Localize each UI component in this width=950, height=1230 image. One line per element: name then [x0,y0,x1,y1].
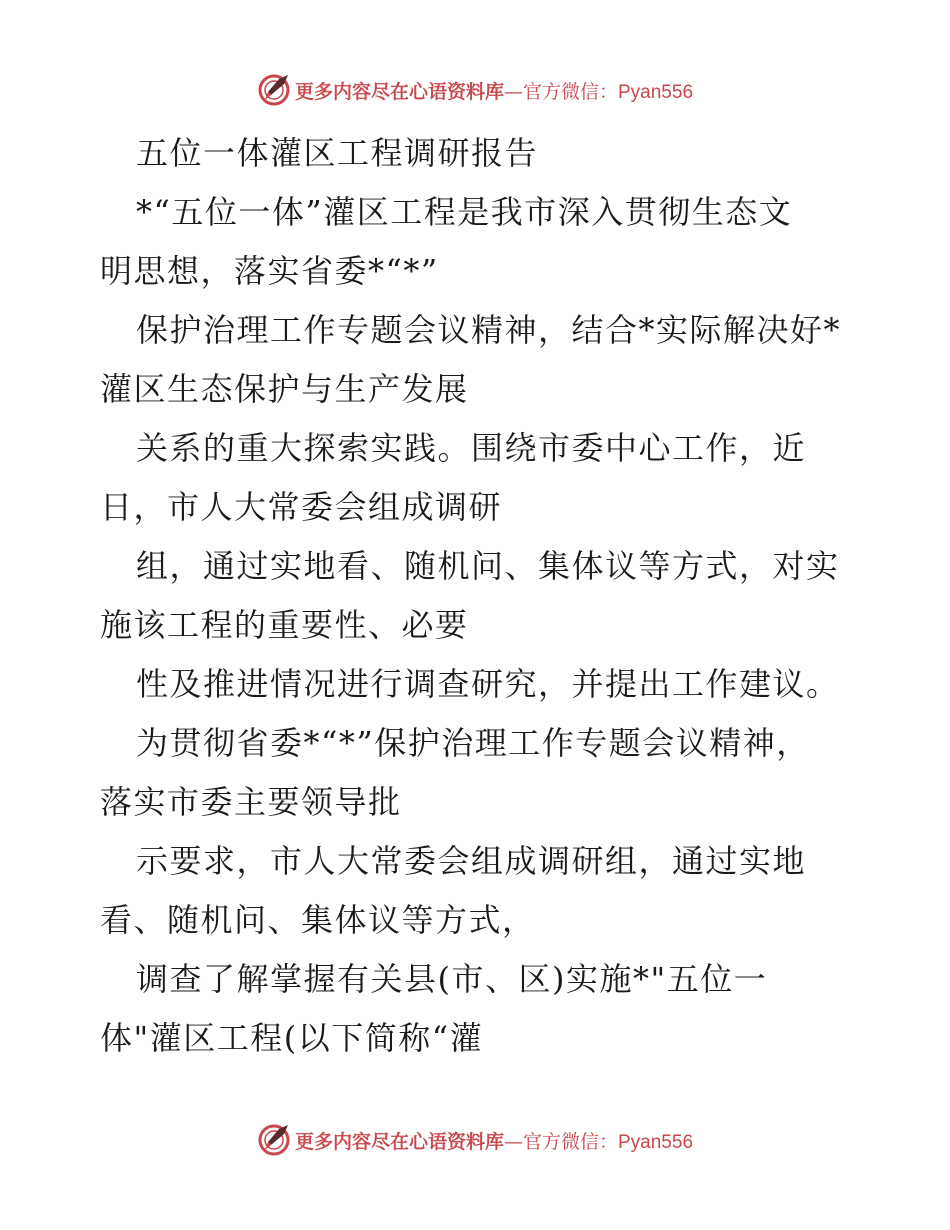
paragraph-line: 灌区生态保护与生产发展 [100,370,469,408]
watermark-dash: — [503,1130,523,1153]
document-body [100,124,860,1068]
watermark-wechat-id: Pyan556 [618,1131,694,1153]
paragraph-line: 保护治理工作专题会议精神，结合*实际解决好* [136,311,842,349]
watermark-wechat-label: 官方微信： [522,1130,618,1153]
paragraph-line: 日，市人大常委会组成调研 [100,488,503,526]
watermark-wechat-label: 官方微信： [522,80,618,103]
document-title: 五位一体灌区工程调研报告 [136,134,539,172]
paragraph-line: 体"灌区工程(以下简称“灌 [100,1019,484,1057]
paragraph-line: 关系的重大探索实践。围绕市委中心工作，近 [136,429,807,467]
watermark-wechat-id: Pyan556 [618,81,694,103]
paragraph-line: 看、随机问、集体议等方式， [100,901,536,939]
footer-watermark [0,1120,950,1160]
paragraph-line: 示要求，市人大常委会组成调研组，通过实地 [136,842,807,880]
paragraph-line: 调查了解掌握有关县(市、区)实施*"五位一 [136,960,768,998]
header-watermark [0,70,950,110]
paragraph-line: 性及推进情况进行调查研究，并提出工作建议。 [136,665,840,703]
quill-pen-logo-icon [257,73,291,107]
paragraph-line: *“五位一体”灌区工程是我市深入贯彻生态文 [136,193,793,231]
paragraph-line: 施该工程的重要性、必要 [100,606,469,644]
watermark-brand-text: 更多内容尽在心语资料库 [294,1130,504,1153]
watermark-brand-text: 更多内容尽在心语资料库 [294,80,504,103]
paragraph-line: 明思想，落实省委*“*” [100,252,439,290]
paragraph-line: 落实市委主要领导批 [100,783,402,821]
paragraph-line: 为贯彻省委*“*”保护治理工作专题会议精神， [136,724,810,762]
paragraph-line: 组，通过实地看、随机问、集体议等方式，对实 [136,547,840,585]
watermark-dash: — [503,80,523,103]
quill-pen-logo-icon [257,1123,291,1157]
